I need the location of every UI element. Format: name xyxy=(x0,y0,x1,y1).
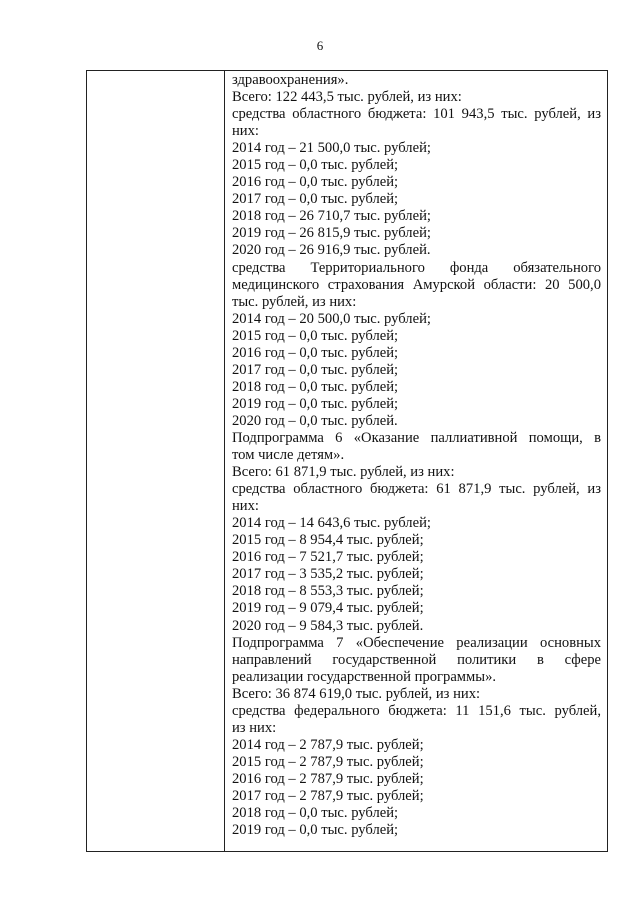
text-line: Подпрограмма 6 «Оказание паллиативной помощи, в xyxy=(232,429,601,446)
text-line: Всего: 61 871,9 тыс. рублей, из них: xyxy=(232,464,455,481)
text-line: 2020 год – 9 584,3 тыс. рублей. xyxy=(232,617,424,634)
text-line: 2018 год – 0,0 тыс. рублей; xyxy=(232,805,399,822)
text-line: из них: xyxy=(232,719,277,736)
text-line: Подпрограмма 7 «Обеспечение реализации основных xyxy=(232,634,601,651)
text-line: 2020 год – 26 916,9 тыс. рублей. xyxy=(232,242,431,259)
text-line: средства Территориального фонда обязательного xyxy=(232,259,601,276)
text-line: 2015 год – 2 787,9 тыс. рублей; xyxy=(232,753,424,770)
text-line: 2014 год – 21 500,0 тыс. рублей; xyxy=(232,140,431,157)
table-right-column xyxy=(225,71,607,851)
text-line: средства областного бюджета: 61 871,9 тыс. рублей, из xyxy=(232,481,601,498)
text-line: 2014 год – 20 500,0 тыс. рублей; xyxy=(232,310,431,327)
text-line: 2017 год – 0,0 тыс. рублей; xyxy=(232,361,399,378)
text-line: 2015 год – 0,0 тыс. рублей; xyxy=(232,327,399,344)
text-line: них: xyxy=(232,123,259,140)
text-line: средства федерального бюджета: 11 151,6 тыс. рублей, xyxy=(232,702,601,719)
text-line: средства областного бюджета: 101 943,5 тыс. рублей, из xyxy=(232,106,601,123)
text-line: медицинского страхования Амурской области: 20 500,0 xyxy=(232,276,601,293)
text-line: них: xyxy=(232,498,259,515)
text-line: 2014 год – 2 787,9 тыс. рублей; xyxy=(232,736,424,753)
text-line: 2016 год – 0,0 тыс. рублей; xyxy=(232,174,399,191)
text-line: 2019 год – 0,0 тыс. рублей; xyxy=(232,822,399,839)
text-line: 2019 год – 9 079,4 тыс. рублей; xyxy=(232,600,424,617)
text-line: 2016 год – 2 787,9 тыс. рублей; xyxy=(232,770,424,787)
text-line: здравоохранения». xyxy=(232,72,349,88)
text-line: 2018 год – 8 553,3 тыс. рублей; xyxy=(232,583,424,600)
text-line: 2019 год – 26 815,9 тыс. рублей; xyxy=(232,225,431,242)
text-line: том числе детям». xyxy=(232,447,345,464)
text-line: Всего: 122 443,5 тыс. рублей, из них: xyxy=(232,89,462,106)
text-line: реализации государственной программы». xyxy=(232,668,497,685)
text-line: 2017 год – 2 787,9 тыс. рублей; xyxy=(232,787,424,804)
text-line: 2014 год – 14 643,6 тыс. рублей; xyxy=(232,515,431,532)
text-line: 2016 год – 7 521,7 тыс. рублей; xyxy=(232,549,424,566)
text-line: Всего: 36 874 619,0 тыс. рублей, из них: xyxy=(232,685,481,702)
text-line: 2015 год – 0,0 тыс. рублей; xyxy=(232,157,399,174)
text-line: тыс. рублей, из них: xyxy=(232,293,357,310)
text-line: 2017 год – 0,0 тыс. рублей; xyxy=(232,191,399,208)
page-number: 6 xyxy=(316,38,324,53)
table-left-column xyxy=(87,71,225,851)
text-line: 2018 год – 0,0 тыс. рублей; xyxy=(232,378,399,395)
text-line: 2015 год – 8 954,4 тыс. рублей; xyxy=(232,532,424,549)
text-line: 2018 год – 26 710,7 тыс. рублей; xyxy=(232,208,431,225)
text-line: 2019 год – 0,0 тыс. рублей; xyxy=(232,395,399,412)
document-table xyxy=(86,70,608,852)
text-line: 2016 год – 0,0 тыс. рублей; xyxy=(232,344,399,361)
text-line: 2017 год – 3 535,2 тыс. рублей; xyxy=(232,566,424,583)
text-line: 2020 год – 0,0 тыс. рублей. xyxy=(232,412,398,429)
text-line: направлений государственной политики в сфере xyxy=(232,651,601,668)
